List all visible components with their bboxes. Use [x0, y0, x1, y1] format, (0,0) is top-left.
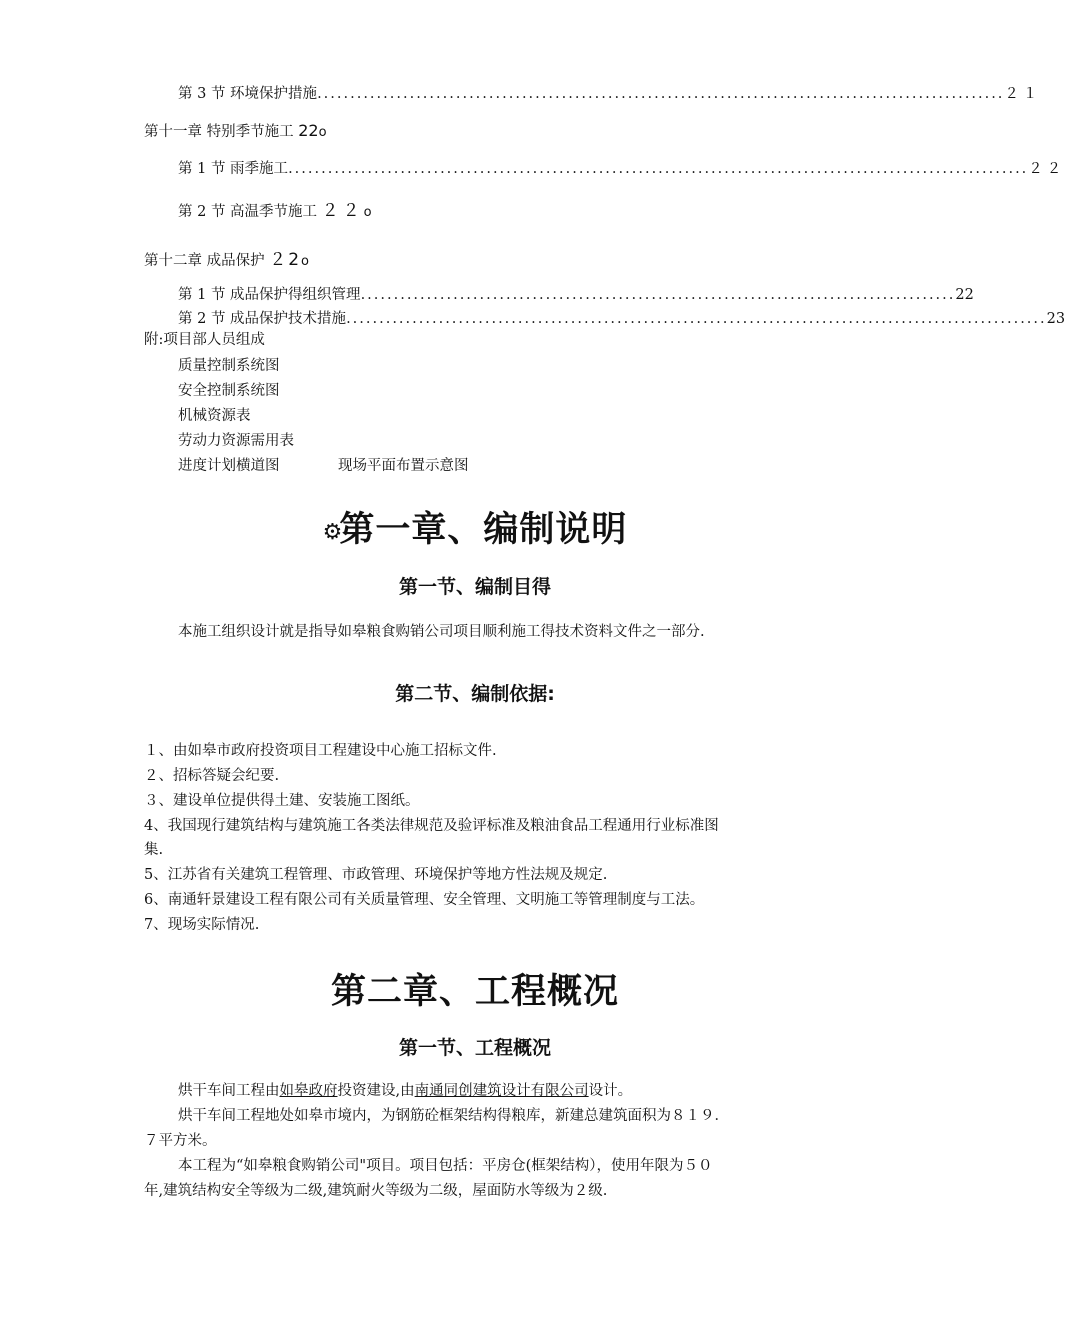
section-title: 第一节、工程概况: [398, 1037, 551, 1059]
toc-entry-s3-env: [178, 82, 1042, 103]
toc-end-mark: o: [318, 125, 327, 140]
basis-item: ３、建设单位提供得土建、安装施工图纸。: [144, 793, 420, 809]
appendix-item: 安全控制系统图: [178, 383, 280, 399]
basis-item: ２、招标答疑会纪要.: [144, 768, 280, 784]
basis-item: 6、南通轩景建设工程有限公司有关质量管理、安全管理、文明施工等管理制度与工法。: [144, 892, 705, 908]
toc-leader: ........................................................................................................: [317, 86, 1005, 102]
toc-page: ２2: [269, 250, 302, 270]
anchor-mark-icon: ⚙: [322, 520, 344, 545]
basis-item-continued: 集.: [144, 842, 164, 858]
toc-page: 22: [298, 121, 319, 140]
section-title: 第二节、编制依据:: [395, 683, 555, 705]
basis-item: １、由如皋市政府投资项目工程建设中心施工招标文件.: [144, 743, 497, 759]
text: 投资建设,由: [337, 1083, 415, 1099]
toc-entry-ch11-s2: [178, 196, 372, 221]
toc-leader: ..........................................................................................: [360, 287, 956, 303]
toc-label: 第十一章 特别季节施工: [144, 124, 294, 140]
toc-page: ２２: [1028, 161, 1065, 177]
toc-label: 第 1 节 雨季施工: [178, 161, 289, 177]
paragraph-line: 年,建筑结构安全等级为二级,建筑耐火等级为二级，屋面防水等级为２级.: [144, 1183, 608, 1199]
toc-entry-ch12-s1: [178, 283, 974, 304]
section-title: 第一节、编制目得: [398, 576, 551, 598]
chapter-title: [0, 502, 950, 552]
toc-label: 第 3 节 环境保护措施: [178, 86, 318, 102]
paragraph: [178, 1081, 632, 1101]
appendix-title: 附:项目部人员组成: [144, 332, 265, 348]
underlined-text: 如皋政府: [279, 1083, 338, 1099]
toc-leader: ..........................................................................................................: [346, 311, 1047, 327]
paragraph-line: 本工程为“如皋粮食购销公司"项目。项目包括：平房仓(框架结构），使用年限为５０: [178, 1158, 713, 1174]
toc-entry-ch11-s1: [178, 157, 1065, 178]
toc-page: ２１: [1004, 86, 1042, 102]
paragraph-line: 烘干车间工程地处如皋市境内，为钢筋砼框架结构得粮库，新建总建筑面积为８１９．: [178, 1108, 729, 1124]
appendix-item: 现场平面布置示意图: [338, 458, 469, 474]
toc-entry-ch12-s2: [178, 307, 1065, 328]
toc-leader: ................................................................................................................: [288, 161, 1029, 177]
chapter-title-text: 第一章、编制说明: [339, 510, 628, 550]
toc-end-mark: o: [363, 205, 372, 220]
toc-label: 第十二章 成品保护: [144, 253, 265, 269]
toc-end-mark: o: [301, 254, 310, 269]
toc-label: 第 1 节 成品保护得组织管理: [178, 287, 361, 303]
basis-item: 7、现场实际情况.: [144, 917, 260, 933]
paragraph: 本施工组织设计就是指导如皋粮食购销公司项目顺利施工得技术资料文件之一部分.: [178, 624, 705, 640]
underlined-text: 南通同创建筑设计有限公司: [414, 1083, 589, 1099]
text: 设计。: [588, 1083, 633, 1099]
toc-entry-ch11: [144, 120, 327, 141]
paragraph-line: ７平方米。: [144, 1133, 217, 1149]
toc-page: 23: [1046, 311, 1065, 327]
toc-page: 22: [955, 287, 974, 303]
appendix-item: 劳动力资源需用表: [178, 433, 294, 449]
appendix-item: 质量控制系统图: [178, 358, 280, 374]
toc-page: ２２: [321, 201, 364, 221]
basis-item: 5、江苏省有关建筑工程管理、市政管理、环境保护等地方性法规及规定.: [144, 867, 608, 883]
toc-label: 第 2 节 高温季节施工: [178, 204, 318, 220]
text: 烘干车间工程由: [178, 1083, 280, 1099]
basis-item: 4、我国现行建筑结构与建筑施工各类法律规范及验评标准及粮油食品工程通用行业标准图: [144, 818, 719, 834]
appendix-item: 机械资源表: [178, 408, 251, 424]
toc-label: 第 2 节 成品保护技术措施: [178, 311, 347, 327]
appendix-item: 进度计划横道图: [178, 458, 280, 474]
chapter-title: 第二章、工程概况: [330, 972, 619, 1012]
toc-entry-ch12: [144, 245, 309, 270]
